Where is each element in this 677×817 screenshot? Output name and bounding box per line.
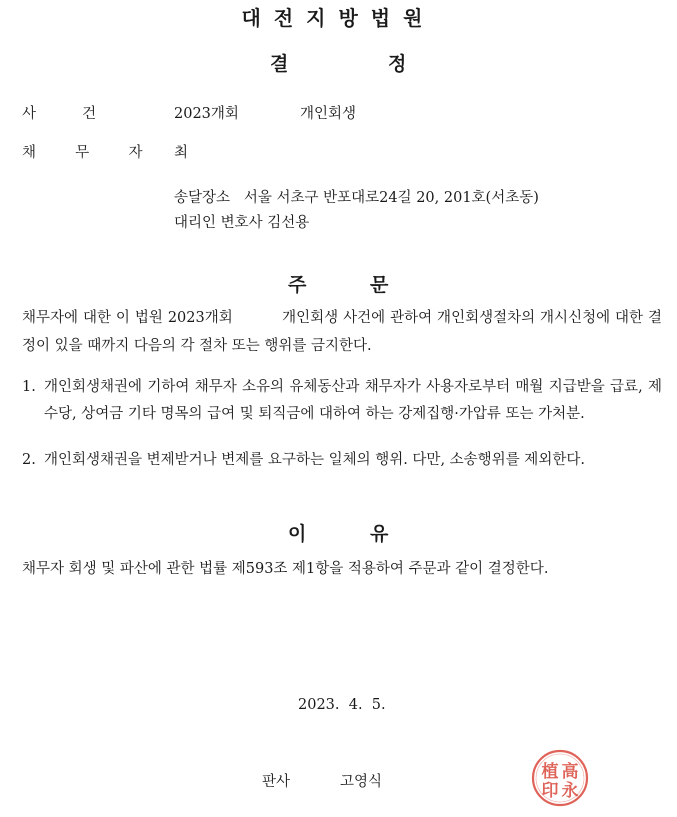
order-heading-left: 주 xyxy=(288,274,307,296)
order-intro: 채무자에 대한 이 법원 2023개회 개인회생 사건에 관하여 개인회생절차의 개시신청에 대한 결정이 있을 때까지 다음의 각 절차 또는 행위를 금지한다. xyxy=(22,310,662,354)
judge-label: 판사 xyxy=(262,774,291,790)
order-item-text: 개인회생채권을 변제받거나 변제를 요구하는 일체의 행위. 다만, 소송행위를 제외한다. xyxy=(44,452,585,468)
decision-date: 2023. 4. 5. xyxy=(298,697,386,713)
svg-text:永: 永 xyxy=(561,781,579,801)
court-name: 대전지방법원 xyxy=(241,6,436,30)
case-number: 2023개회 xyxy=(174,106,239,122)
order-item-1 xyxy=(22,374,662,428)
doc-title-right: 정 xyxy=(388,53,407,75)
svg-text:高: 高 xyxy=(561,762,579,782)
debtor-label: 채 무 자 xyxy=(22,145,153,161)
reason-heading-right: 유 xyxy=(370,523,389,545)
debtor-name: 최 xyxy=(174,145,189,161)
doc-title-left: 결 xyxy=(270,53,289,75)
case-type: 개인회생 xyxy=(300,106,357,122)
svg-text:植: 植 xyxy=(541,762,559,782)
reason-text: 채무자 회생 및 파산에 관한 법률 제593조 제1항을 적용하여 주문과 같이 결정한다. xyxy=(22,561,549,577)
judge-seal-icon xyxy=(530,748,590,808)
case-label: 사 건 xyxy=(22,106,97,122)
order-item-number: 1. xyxy=(22,379,36,395)
order-item-text: 개인회생채권에 기하여 채무자 소유의 유체동산과 채무자가 사용자로부터 매월 지급받을 급료, 제수당, 상여금 기타 명목의 급여 및 퇴직금에 대하여 하는 강제집행·가압류 또는 가처분. xyxy=(44,379,662,422)
service-address: 송달장소 서울 서초구 반포대로24길 20, 201호(서초동) xyxy=(174,190,539,206)
reason-heading-left: 이 xyxy=(288,523,307,545)
order-item-2 xyxy=(22,447,662,474)
legal-agent: 대리인 변호사 김선용 xyxy=(174,215,310,231)
order-heading-right: 문 xyxy=(370,274,389,296)
order-item-number: 2. xyxy=(22,452,36,468)
svg-text:印: 印 xyxy=(541,781,559,801)
judge-name: 고영식 xyxy=(340,774,383,790)
